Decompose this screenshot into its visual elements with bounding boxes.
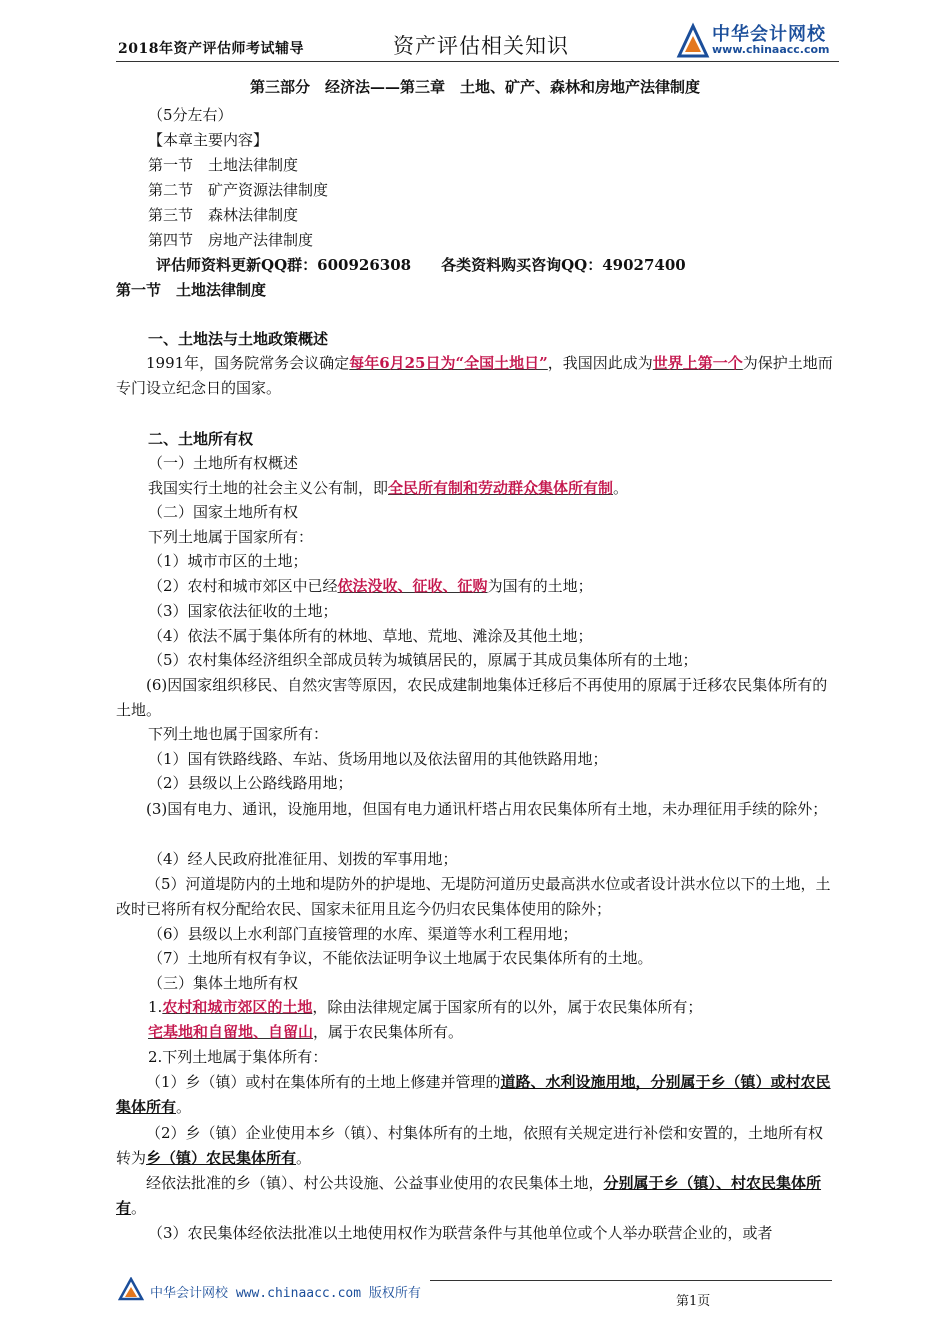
logo — [676, 18, 846, 62]
toc-item: 第四节 房地产法律制度 — [148, 231, 314, 249]
list-item: (6)因国家组织移民、自然灾害等原因，农民成建制地集体迁移后不再使用的原属于迁移农民集体所有的土地。 — [116, 676, 828, 719]
page-number: 第1页 — [676, 1294, 711, 1309]
footer-copyright: 中华会计网校 www.chinaacc.com 版权所有 — [150, 1286, 421, 1301]
list-item: （7）土地所有权有争议，不能依法证明争议土地属于农民集体所有的土地。 — [148, 949, 653, 967]
section-title: 第一节 土地法律制度 — [116, 281, 267, 299]
list-item: （2）乡（镇）企业使用本乡（镇）、村集体所有的土地，依照有关规定进行补偿和安置的，土地所有权转为乡（镇）农民集体所有。 — [116, 1124, 824, 1167]
header-rule — [116, 61, 839, 62]
subheading: （二）国家土地所有权 — [148, 503, 299, 521]
list-item: （4）经人民政府批准征用、划拨的军事用地； — [148, 850, 458, 868]
list-intro: 2.下列土地属于集体所有： — [148, 1048, 328, 1066]
list-item: 1.农村和城市郊区的土地，除由法律规定属于国家所有的以外，属于农民集体所有； — [148, 998, 703, 1016]
list-item: （1）乡（镇）或村在集体所有的土地上修建并管理的道路、水利设施用地，分别属于乡（镇）或村农民集体所有。 — [116, 1073, 831, 1116]
list-item: （5）河道堤防内的土地和堤防外的护堤地、无堤防河道历史最高洪水位或者设计洪水位以下的土地，土改时已将所有权分配给农民、国家未征用且迄今仍归农民集体使用的除外； — [116, 875, 831, 918]
footer-logo-icon — [118, 1277, 144, 1303]
toc-item: 第三节 森林法律制度 — [148, 206, 299, 224]
footer-rule — [430, 1280, 832, 1281]
list-intro: 下列土地属于国家所有： — [148, 528, 314, 546]
paragraph-2: 我国实行土地的社会主义公有制，即全民所有制和劳动群众集体所有制。 — [148, 479, 629, 497]
logo-icon — [676, 22, 710, 62]
contents-heading: 【本章主要内容】 — [148, 131, 269, 149]
list-item: （3）农民集体经依法批准以土地使用权作为联营条件与其他单位或个人举办联营企业的，或者 — [148, 1224, 773, 1242]
list-item: （1）国有铁路线路、车站、货场用地以及依法留用的其他铁路用地； — [148, 750, 608, 768]
subheading: （三）集体土地所有权 — [148, 974, 299, 992]
score-note: （5分左右） — [148, 106, 233, 124]
header-title: 资产评估相关知识 — [393, 34, 569, 58]
toc-item: 第一节 土地法律制度 — [148, 156, 299, 174]
logo-name: 中华会计网校 — [712, 24, 826, 45]
qq-line: 评估师资料更新QQ群：600926308 各类资料购买咨询QQ：49027400 — [156, 256, 686, 274]
toc-item: 第二节 矿产资源法律制度 — [148, 181, 329, 199]
list-item: （3）国家依法征收的土地； — [148, 602, 338, 620]
chapter-title: 第三部分 经济法——第三章 土地、矿产、森林和房地产法律制度 — [249, 78, 700, 96]
list-item: （4）依法不属于集体所有的林地、草地、荒地、滩涂及其他土地； — [148, 627, 593, 645]
list-intro: 下列土地也属于国家所有： — [148, 725, 329, 743]
list-item: （2）农村和城市郊区中已经依法没收、征收、征购为国有的土地； — [148, 577, 593, 595]
subheading: （一）土地所有权概述 — [148, 454, 299, 472]
heading-1: 一、土地法与土地政策概述 — [148, 330, 329, 348]
list-item: （2）县级以上公路线路用地； — [148, 774, 353, 792]
header-left: 2018年资产评估师考试辅导 — [118, 41, 304, 57]
logo-url: www.chinaacc.com — [712, 43, 830, 56]
list-item: （1）城市市区的土地； — [148, 552, 308, 570]
heading-2: 二、土地所有权 — [148, 430, 254, 448]
list-item: （5）农村集体经济组织全部成员转为城镇居民的，原属于其成员集体所有的土地； — [148, 651, 698, 669]
list-item: 宅基地和自留地、自留山，属于农民集体所有。 — [148, 1023, 464, 1041]
list-item: （6）县级以上水利部门直接管理的水库、渠道等水利工程用地； — [148, 925, 578, 943]
paragraph-1: 1991年，国务院常务会议确定每年6月25日为“全国土地日”，我国因此成为世界上第一个为保护土地而专门设立纪念日的国家。 — [116, 354, 833, 397]
list-item: (3)国有电力、通讯，设施用地，但国有电力通讯杆塔占用农民集体所有土地，未办理征用手续的除外； — [146, 800, 828, 818]
list-item: 经依法批准的乡（镇）、村公共设施、公益事业使用的农民集体土地，分别属于乡（镇）、村农民集体所有。 — [116, 1174, 822, 1217]
